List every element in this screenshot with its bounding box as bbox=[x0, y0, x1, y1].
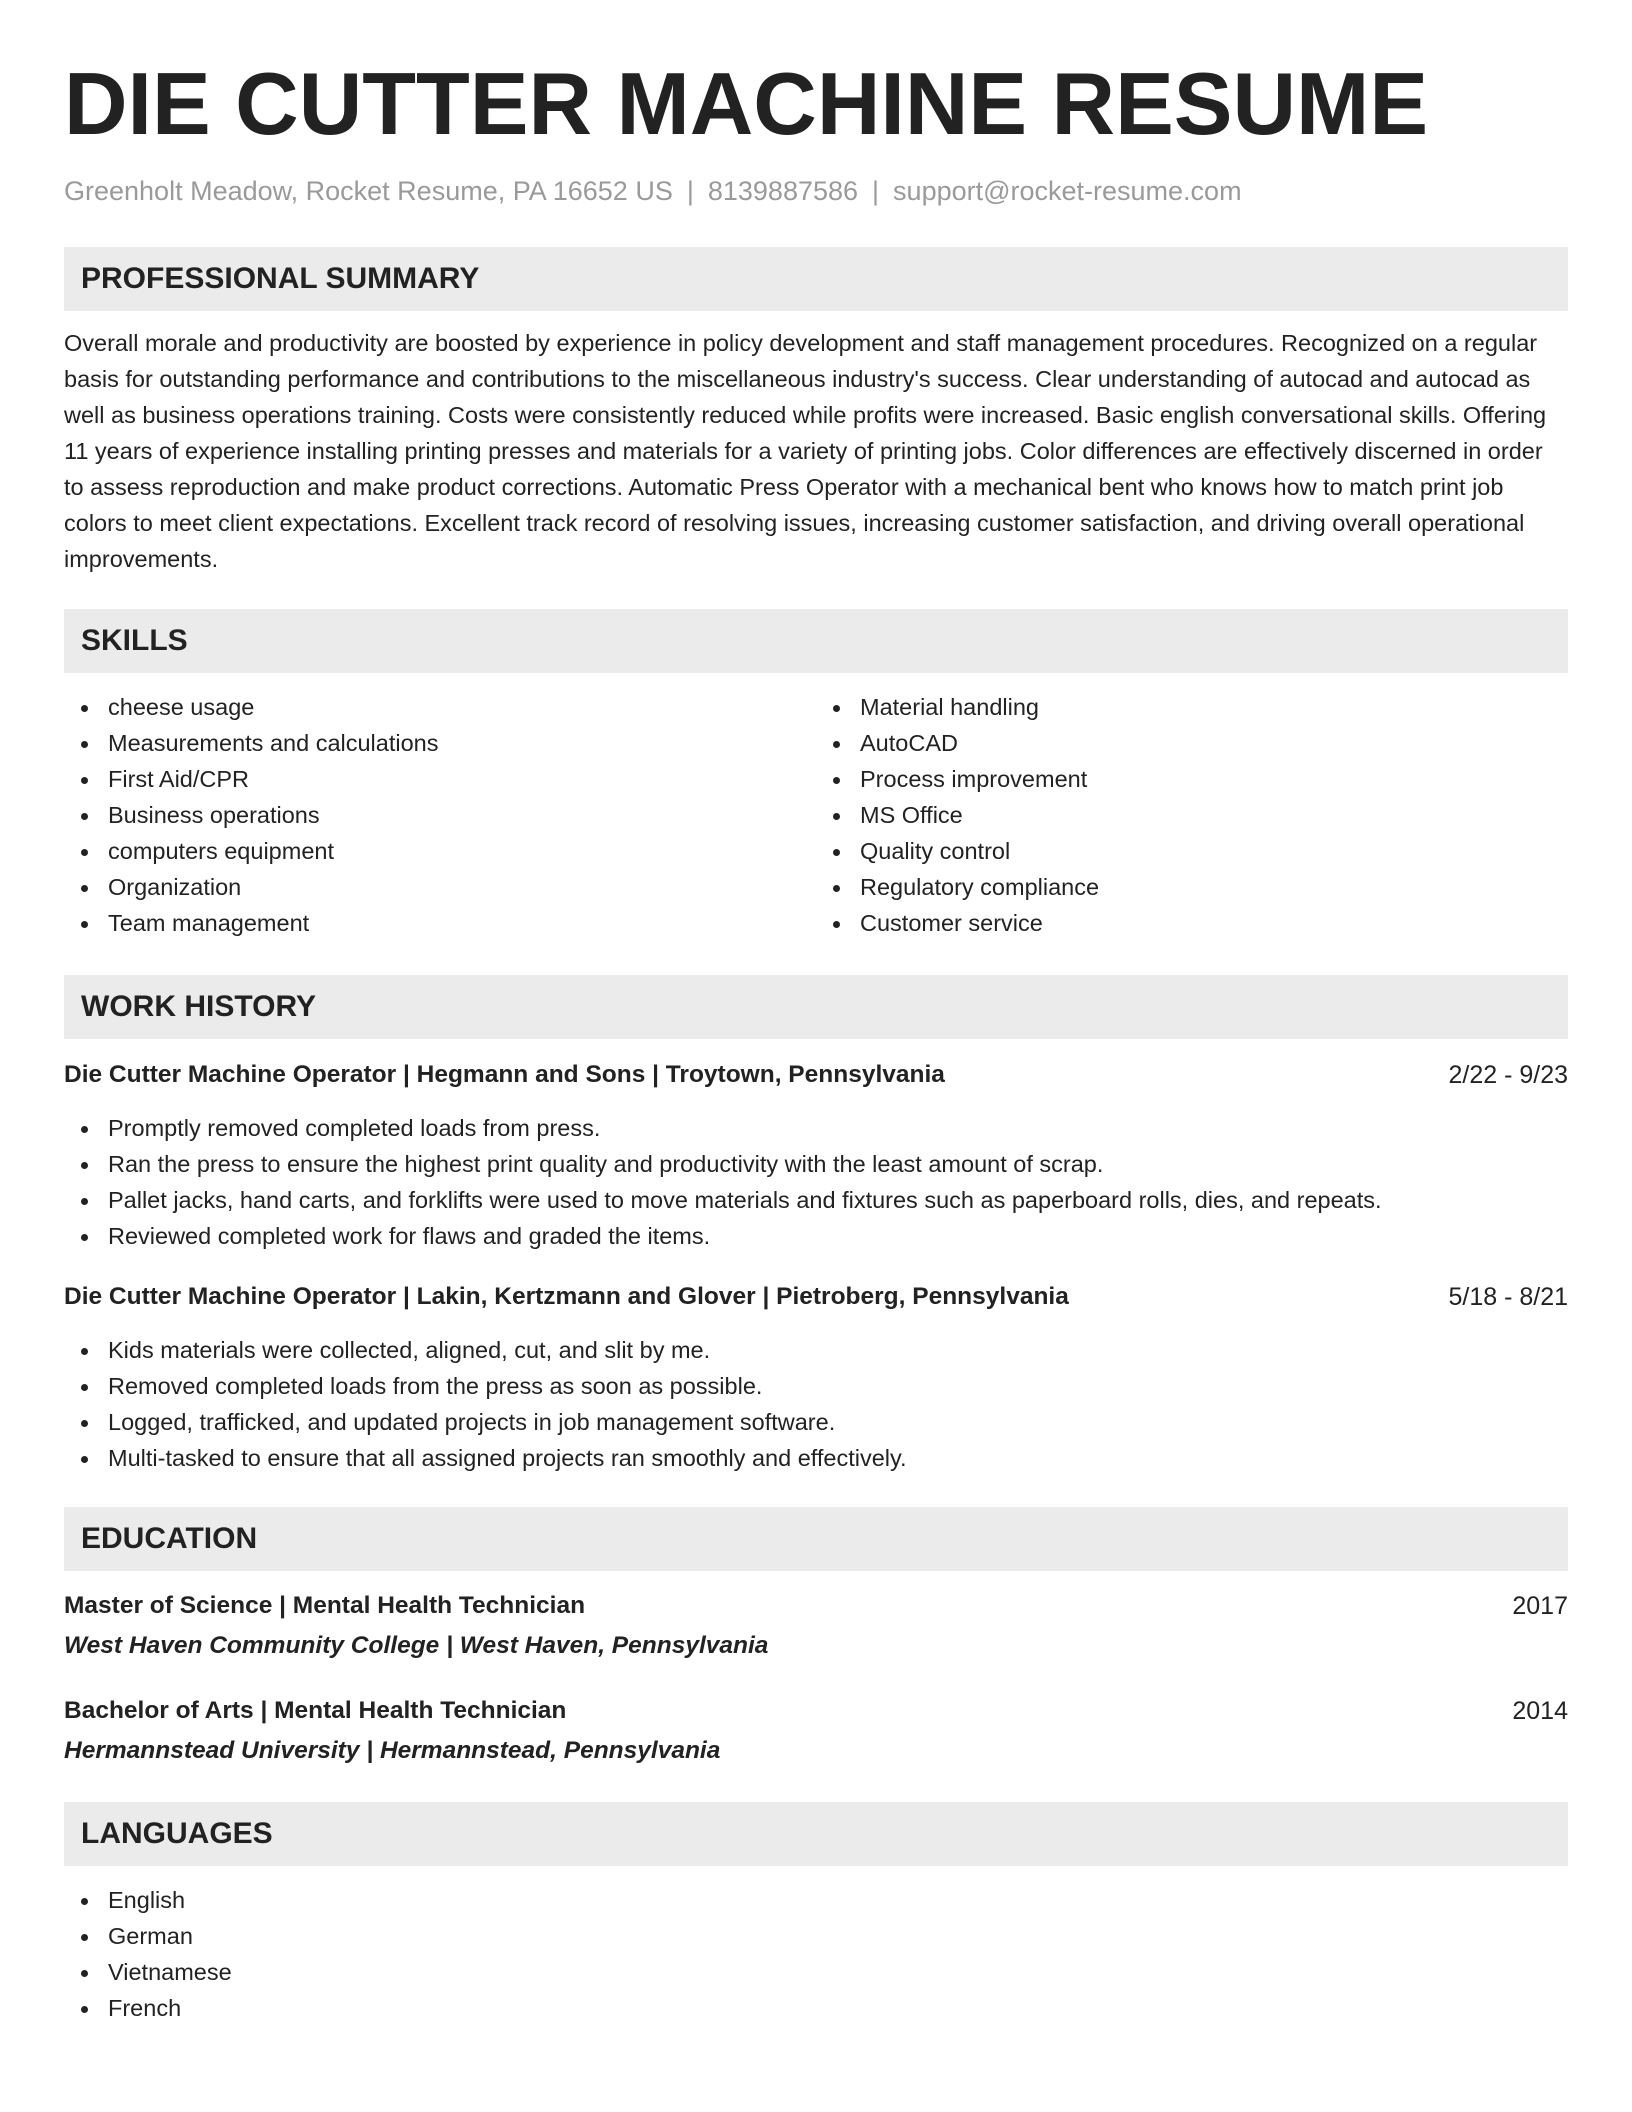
skill-item: AutoCAD bbox=[816, 725, 1568, 761]
skill-item: Process improvement bbox=[816, 761, 1568, 797]
job-bullet: Multi-tasked to ensure that all assigned projects ran smoothly and effectively. bbox=[64, 1440, 1568, 1476]
languages-list bbox=[64, 1882, 1568, 2026]
language-item: Vietnamese bbox=[64, 1954, 1568, 1990]
education-school: Hermannstead University | Hermannstead, Pennsylvania bbox=[64, 1737, 721, 1765]
skill-item: First Aid/CPR bbox=[64, 761, 816, 797]
education-header bbox=[64, 1693, 1568, 1729]
skill-item: Business operations bbox=[64, 797, 816, 833]
contact-phone: 8139887586 bbox=[707, 176, 859, 207]
skill-item: Regulatory compliance bbox=[816, 869, 1568, 905]
education-year: 2014 bbox=[1512, 1697, 1568, 1726]
job-bullet: Reviewed completed work for flaws and graded the items. bbox=[64, 1218, 1568, 1254]
education-year: 2017 bbox=[1512, 1592, 1568, 1621]
section-heading-skills: SKILLS bbox=[64, 609, 1568, 673]
skill-item: MS Office bbox=[816, 797, 1568, 833]
contact-separator: | bbox=[686, 176, 694, 207]
job-header bbox=[64, 1057, 1568, 1093]
job-bullet: Ran the press to ensure the highest print quality and productivity with the least amount of scrap. bbox=[64, 1146, 1568, 1182]
job-bullets bbox=[64, 1110, 1568, 1254]
section-heading-work: WORK HISTORY bbox=[64, 975, 1568, 1039]
job-bullet: Kids materials were collected, aligned, cut, and slit by me. bbox=[64, 1332, 1568, 1368]
job-title: Die Cutter Machine Operator | Lakin, Kertzmann and Glover | Pietroberg, Pennsylvania bbox=[64, 1283, 1069, 1311]
skill-item: Customer service bbox=[816, 905, 1568, 941]
resume-title: DIE CUTTER MACHINE RESUME bbox=[64, 54, 1429, 153]
job-entry bbox=[64, 1057, 1568, 1254]
skill-item: Measurements and calculations bbox=[64, 725, 816, 761]
contact-address: Greenholt Meadow, Rocket Resume, PA 16652 US bbox=[64, 176, 673, 207]
language-item: English bbox=[64, 1882, 1568, 1918]
job-entry bbox=[64, 1279, 1568, 1476]
job-bullet: Promptly removed completed loads from press. bbox=[64, 1110, 1568, 1146]
skills-column-left bbox=[64, 689, 816, 941]
skill-item: Team management bbox=[64, 905, 816, 941]
section-heading-education: EDUCATION bbox=[64, 1507, 1568, 1571]
education-school: West Haven Community College | West Haven, Pennsylvania bbox=[64, 1632, 769, 1660]
skill-item: computers equipment bbox=[64, 833, 816, 869]
contact-email[interactable]: support@rocket-resume.com bbox=[893, 176, 1242, 207]
education-entry bbox=[64, 1693, 1568, 1769]
language-item: German bbox=[64, 1918, 1568, 1954]
education-degree: Bachelor of Arts | Mental Health Technician bbox=[64, 1697, 567, 1725]
skill-item: Organization bbox=[64, 869, 816, 905]
skills-column-right bbox=[816, 689, 1568, 941]
language-item: French bbox=[64, 1990, 1568, 2026]
section-heading-languages: LANGUAGES bbox=[64, 1802, 1568, 1866]
job-title: Die Cutter Machine Operator | Hegmann and Sons | Troytown, Pennsylvania bbox=[64, 1061, 945, 1089]
contact-separator: | bbox=[872, 176, 880, 207]
job-bullet: Logged, trafficked, and updated projects in job management software. bbox=[64, 1404, 1568, 1440]
education-header bbox=[64, 1588, 1568, 1624]
education-entry bbox=[64, 1588, 1568, 1664]
job-dates: 2/22 - 9/23 bbox=[1448, 1061, 1568, 1090]
job-dates: 5/18 - 8/21 bbox=[1448, 1283, 1568, 1312]
skill-item: Material handling bbox=[816, 689, 1568, 725]
section-heading-summary: PROFESSIONAL SUMMARY bbox=[64, 247, 1568, 311]
job-header bbox=[64, 1279, 1568, 1315]
job-bullet: Pallet jacks, hand carts, and forklifts were used to move materials and fixtures such as paperboard rolls, dies, and repeats. bbox=[64, 1182, 1568, 1218]
job-bullet: Removed completed loads from the press as soon as possible. bbox=[64, 1368, 1568, 1404]
skills-list bbox=[64, 689, 1568, 941]
education-degree: Master of Science | Mental Health Technician bbox=[64, 1592, 586, 1620]
summary-text: Overall morale and productivity are boosted by experience in policy development and staff management procedures. Recognized on a regular basis for outstanding performance and contributions to the miscellaneous industry's success. Clear understanding of autocad and autocad as well as business operations training. Costs were consistently reduced while profits were increased. Basic english conversational skills. Offering 11 years of experience installing printing presses and materials for a variety of printing jobs. Color differences are effectively discerned in order to assess reproduction and make product corrections. Automatic Press Operator with a mechanical bent who knows how to match print job colors to meet client expectations. Excellent track record of resolving issues, increasing customer satisfaction, and driving overall operational improvements. bbox=[64, 330, 1547, 573]
skill-item: Quality control bbox=[816, 833, 1568, 869]
job-bullets bbox=[64, 1332, 1568, 1476]
skill-item: cheese usage bbox=[64, 689, 816, 725]
contact-line bbox=[64, 174, 1568, 209]
